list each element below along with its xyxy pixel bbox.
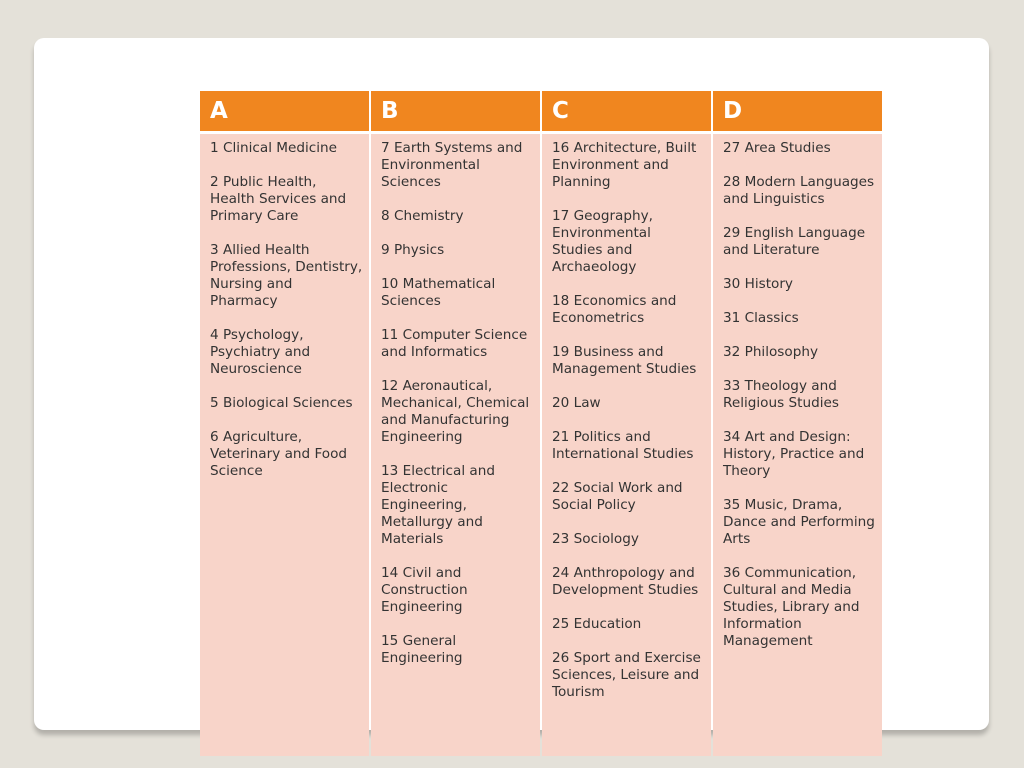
subject-panels-table: [200, 91, 881, 757]
subject-item: 3 Allied Health Professions, Dentistry, Nursing and Pharmacy: [210, 242, 363, 309]
subject-item: 5 Biological Sciences: [210, 395, 353, 411]
subject-item: 28 Modern Languages and Linguistics: [723, 174, 875, 207]
subject-item: 12 Aeronautical, Mechanical, Chemical and Manufacturing Engineering: [381, 378, 530, 445]
subject-item: 36 Communication, Cultural and Media Studies, Library and Information Management: [723, 565, 860, 649]
column-heading-c: C: [542, 91, 711, 131]
column-c-body: [542, 134, 711, 756]
subject-item: 31 Classics: [723, 310, 799, 326]
subject-item: 17 Geography, Environmental Studies and Archaeology: [552, 208, 653, 275]
subject-item: 26 Sport and Exercise Sciences, Leisure and Tourism: [552, 650, 701, 700]
subject-item: 33 Theology and Religious Studies: [723, 378, 839, 411]
subject-item: 2 Public Health, Health Services and Primary Care: [210, 174, 347, 224]
subject-item: 9 Physics: [381, 242, 445, 258]
subject-item: 23 Sociology: [552, 531, 639, 547]
subject-item: 21 Politics and International Studies: [552, 429, 694, 462]
subject-item: 10 Mathematical Sciences: [381, 276, 496, 309]
subject-item: 14 Civil and Construction Engineering: [381, 565, 468, 615]
subject-item: 27 Area Studies: [723, 140, 831, 156]
subject-item: 22 Social Work and Social Policy: [552, 480, 683, 513]
subject-item: 24 Anthropology and Development Studies: [552, 565, 699, 598]
subject-item: 16 Architecture, Built Environment and Planning: [552, 140, 697, 190]
subject-item: 25 Education: [552, 616, 642, 632]
subject-item: 7 Earth Systems and Environmental Sciences: [381, 140, 523, 190]
column-b-body: [371, 134, 540, 756]
subject-item: 15 General Engineering: [381, 633, 463, 666]
subject-item: 35 Music, Drama, Dance and Performing Arts: [723, 497, 875, 547]
subject-item: 6 Agriculture, Veterinary and Food Science: [210, 429, 348, 479]
column-heading-a: A: [200, 91, 369, 131]
subject-item: 32 Philosophy: [723, 344, 818, 360]
column-heading-d: D: [713, 91, 882, 131]
subject-item: 34 Art and Design: History, Practice and Theory: [723, 429, 865, 479]
subject-item: 30 History: [723, 276, 793, 292]
subject-item: 29 English Language and Literature: [723, 225, 866, 258]
subject-item: 11 Computer Science and Informatics: [381, 327, 528, 360]
slide: [34, 38, 989, 730]
column-d-body: [713, 134, 882, 756]
subject-item: 20 Law: [552, 395, 601, 411]
subject-item: 4 Psychology, Psychiatry and Neuroscience: [210, 327, 311, 377]
column-heading-b: B: [371, 91, 540, 131]
subject-item: 8 Chemistry: [381, 208, 464, 224]
subject-item: 18 Economics and Econometrics: [552, 293, 677, 326]
column-a-body: [200, 134, 369, 756]
subject-item: 19 Business and Management Studies: [552, 344, 697, 377]
subject-item: 1 Clinical Medicine: [210, 140, 338, 156]
subject-item: 13 Electrical and Electronic Engineering, Metallurgy and Materials: [381, 463, 495, 547]
